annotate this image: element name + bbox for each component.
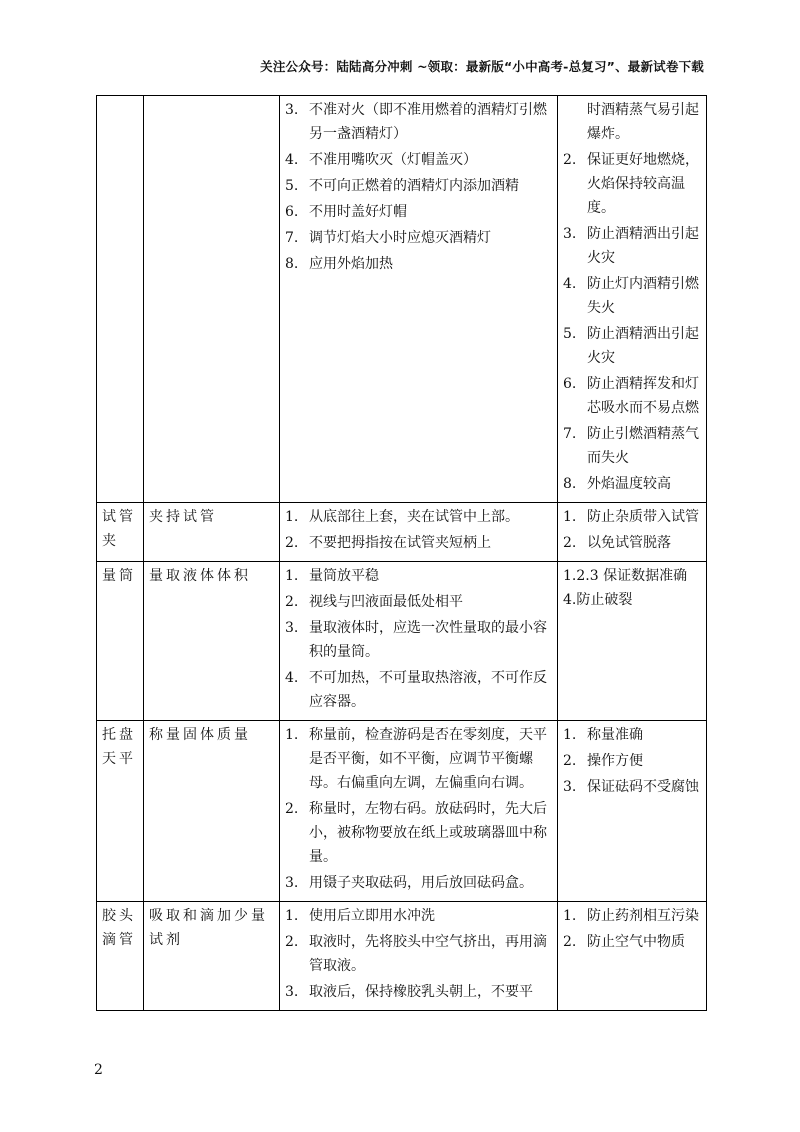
instrument-table (96, 95, 707, 1011)
list-item (563, 222, 701, 270)
list-item (563, 272, 701, 320)
item-text: 防止灯内酒精引燃失火 (587, 276, 699, 316)
list-item (285, 564, 552, 588)
reason-cell (558, 562, 707, 721)
item-text: 防止杂质带入试管 (587, 509, 699, 525)
table-row (97, 562, 707, 721)
operation-notes-cell (280, 503, 558, 562)
operation-list (285, 98, 552, 276)
item-number: 3. (285, 620, 299, 636)
item-number: 6. (563, 376, 577, 392)
item-text: 量筒放平稳 (309, 568, 379, 584)
item-text: 不可加热，不可量取热溶液，不可作反应容器。 (309, 670, 547, 710)
list-item (563, 749, 701, 773)
item-text: 称量准确 (587, 727, 643, 743)
list-item (563, 904, 701, 928)
item-text: 调节灯焰大小时应熄灭酒精灯 (309, 230, 491, 246)
instrument-name-cell (97, 96, 144, 503)
list-item (563, 930, 701, 954)
list-item (563, 148, 701, 220)
operation-notes-cell (280, 902, 558, 1011)
item-number: 5. (285, 178, 299, 194)
item-number: 8. (563, 476, 577, 492)
list-item (563, 422, 701, 470)
item-text: 外焰温度较高 (587, 476, 671, 492)
item-text: 应用外焰加热 (309, 256, 393, 272)
operation-list (285, 904, 552, 1004)
operation-notes-cell (280, 96, 558, 503)
item-text: 防止空气中物质 (587, 934, 685, 950)
usage-cell: 量取液体体积 (144, 562, 280, 721)
item-number: 7. (563, 426, 577, 442)
item-text: 防止酒精挥发和灯芯吸水而不易点燃 (587, 376, 699, 416)
item-text: 不准用嘴吹灭（灯帽盖灭） (309, 152, 477, 168)
item-text: 不要把拇指按在试管夹短柄上 (309, 535, 491, 551)
list-item (285, 590, 552, 614)
item-number: 3. (563, 779, 577, 795)
item-text: 用镊子夹取砝码，用后放回砝码盒。 (309, 875, 533, 891)
list-item (563, 723, 701, 747)
item-text: 使用后立即用水冲洗 (309, 908, 435, 924)
item-number: 3. (285, 984, 299, 1000)
item-number: 2. (563, 753, 577, 769)
reason-cell (558, 902, 707, 1011)
item-text: 取液时，先将胶头中空气挤出，再用滴管取液。 (309, 934, 547, 974)
reason-list (563, 98, 701, 496)
operation-notes-cell (280, 721, 558, 902)
list-item (285, 252, 552, 276)
item-text: 称量前，检查游码是否在零刻度，天平是否平衡，如不平衡，应调节平衡螺母。右偏重向左调，左偏重向右调。 (309, 727, 547, 791)
list-item (285, 666, 552, 714)
table-row (97, 96, 707, 503)
item-number: 4. (285, 152, 299, 168)
item-text: 量取液体时，应选一次性量取的最小容积的量筒。 (309, 620, 547, 660)
list-item (285, 505, 552, 529)
item-number: 1. (563, 509, 577, 525)
table-body (97, 96, 707, 1011)
item-text: 从底部往上套，夹在试管中上部。 (309, 509, 519, 525)
reason-list (563, 505, 701, 555)
table-row (97, 721, 707, 902)
instrument-name-cell: 托盘天平 (97, 721, 144, 902)
list-item (563, 372, 701, 420)
list-item (285, 930, 552, 978)
list-item (563, 98, 701, 146)
list-item (563, 472, 701, 496)
list-item (285, 200, 552, 224)
item-number: 1. (285, 509, 299, 525)
item-text: 防止药剂相互污染 (587, 908, 699, 924)
list-item (285, 904, 552, 928)
operation-list (285, 505, 552, 555)
item-number: 2. (563, 535, 577, 551)
list-item (285, 797, 552, 869)
list-item (563, 531, 701, 555)
item-number: 7. (285, 230, 299, 246)
table-row (97, 902, 707, 1011)
list-item (563, 505, 701, 529)
item-number: 8. (285, 256, 299, 272)
item-number: 2. (563, 152, 577, 168)
list-item (285, 98, 552, 146)
item-text: 操作方便 (587, 753, 643, 769)
operation-list (285, 564, 552, 714)
usage-cell: 称量固体质量 (144, 721, 280, 902)
item-number (563, 98, 587, 146)
reason-line: 4.防止破裂 (563, 592, 633, 608)
reason-line: 1.2.3 保证数据准确 (563, 568, 688, 584)
reason-cell (558, 96, 707, 503)
item-number: 1. (285, 727, 299, 743)
reason-cell (558, 503, 707, 562)
item-text: 称量时，左物右码。放砝码时，先大后小，被称物要放在纸上或玻璃器皿中称量。 (309, 801, 547, 865)
item-text: 防止酒精洒出引起火灾 (587, 326, 699, 366)
item-number: 3. (285, 102, 299, 118)
instrument-name-cell: 试管夹 (97, 503, 144, 562)
item-number: 2. (285, 801, 299, 817)
item-text: 防止酒精洒出引起火灾 (587, 226, 699, 266)
page-header: 关注公众号：陆陆高分冲刺 ~领取：最新版“小中高考-总复习”、最新试卷下载 (260, 59, 704, 74)
item-text: 取液后，保持橡胶乳头朝上，不要平 (309, 984, 533, 1000)
item-text: 不准对火（即不准用燃着的酒精灯引燃另一盏酒精灯） (309, 102, 547, 142)
list-item (285, 226, 552, 250)
item-number: 3. (563, 226, 577, 242)
list-item (285, 980, 552, 1004)
item-text: 保证砝码不受腐蚀 (587, 779, 699, 795)
table-row (97, 503, 707, 562)
instrument-name-cell: 量筒 (97, 562, 144, 721)
usage-cell: 吸取和滴加少量试剂 (144, 902, 280, 1011)
list-item (285, 871, 552, 895)
instrument-name-cell: 胶头滴管 (97, 902, 144, 1011)
item-number: 1. (285, 568, 299, 584)
item-number: 5. (563, 326, 577, 342)
item-text: 不用时盖好灯帽 (309, 204, 407, 220)
item-number: 1. (563, 727, 577, 743)
operation-list (285, 723, 552, 895)
list-item (285, 616, 552, 664)
usage-cell: 夹持试管 (144, 503, 280, 562)
item-number: 6. (285, 204, 299, 220)
item-number: 3. (285, 875, 299, 891)
reason-list (563, 904, 701, 954)
list-item (285, 174, 552, 198)
page-number: 2 (94, 1062, 103, 1078)
item-number: 1. (285, 908, 299, 924)
item-number: 1. (563, 908, 577, 924)
reason-list (563, 723, 701, 799)
item-number: 2. (285, 535, 299, 551)
item-number: 2. (563, 934, 577, 950)
list-item (563, 322, 701, 370)
usage-cell (144, 96, 280, 503)
item-text: 时酒精蒸气易引起爆炸。 (587, 102, 699, 142)
item-text: 保证更好地燃烧，火焰保持较高温度。 (587, 152, 699, 216)
item-number: 2. (285, 934, 299, 950)
item-number: 2. (285, 594, 299, 610)
item-text: 防止引燃酒精蒸气而失火 (587, 426, 699, 466)
reason-cell (558, 721, 707, 902)
item-text: 不可向正燃着的酒精灯内添加酒精 (309, 178, 519, 194)
operation-notes-cell (280, 562, 558, 721)
item-text: 以免试管脱落 (587, 535, 671, 551)
list-item (563, 775, 701, 799)
list-item (285, 531, 552, 555)
item-number: 4. (285, 670, 299, 686)
item-text: 视线与凹液面最低处相平 (309, 594, 463, 610)
list-item (285, 723, 552, 795)
item-number: 4. (563, 276, 577, 292)
list-item (285, 148, 552, 172)
